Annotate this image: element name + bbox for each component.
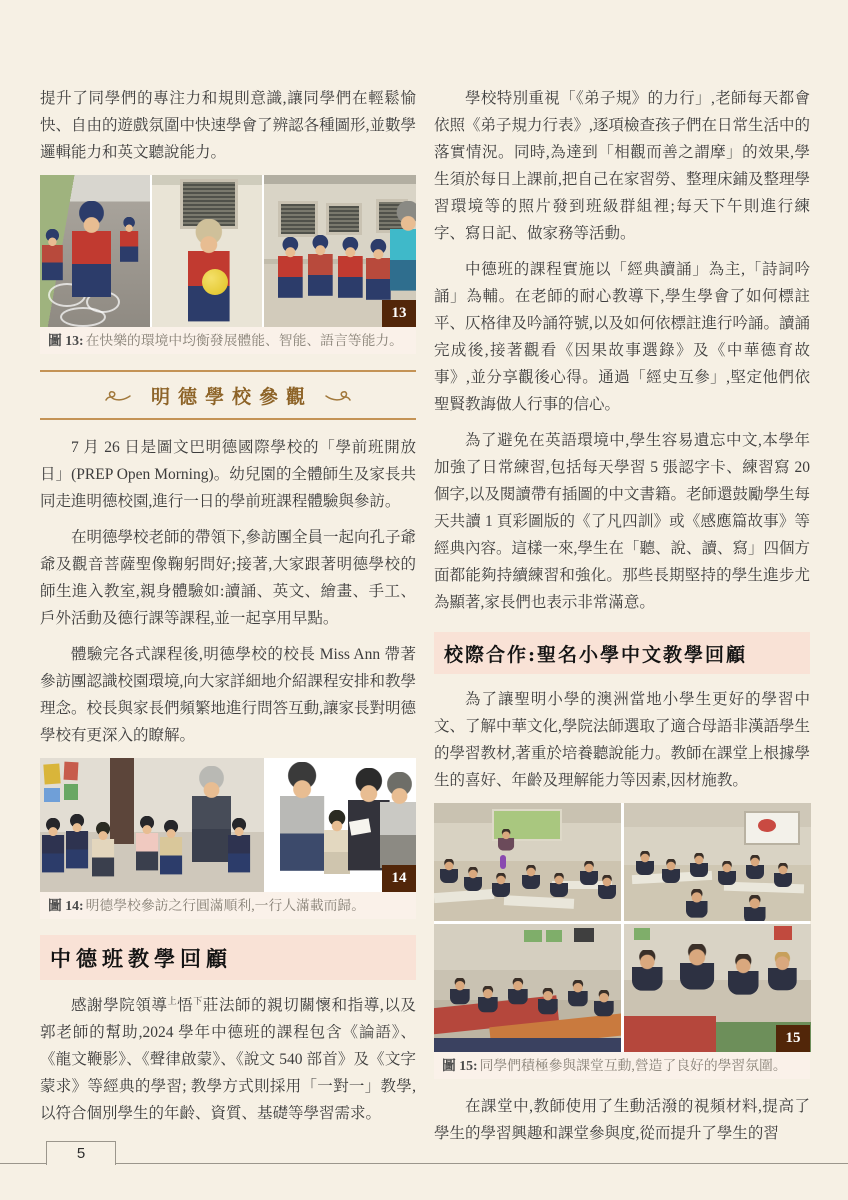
- bin-shape: [634, 928, 650, 940]
- poster-shape: [64, 762, 79, 781]
- paragraph: 在課堂中,教師使用了生動活潑的視頻材料,提高了學生的學習興趣和課堂參與度,從而提升了學生的習: [434, 1098, 810, 1142]
- mat-shape: [624, 1016, 716, 1052]
- flourish-icon: [105, 389, 131, 403]
- paragraph: 中德班的課程實施以「經典讀誦」為主,「詩詞吟誦」為輔。在老師的耐心教導下,學生學會了如何標註平、仄格律及吟誦符號,以及如何依標註進行吟誦。讀誦完成後,接著觀看《因果故事選錄》及《中華德育故事》,並分享觀後心得。通過「經史互參」,堅定他們依聖賢教誨做人行事的信心。: [434, 261, 810, 413]
- student-figure: [580, 861, 598, 885]
- photo-panel-classroom: [40, 758, 264, 892]
- child-figure: [324, 810, 350, 874]
- mat-shape: [434, 1038, 621, 1052]
- student-figure: [550, 873, 568, 897]
- student-figure: [718, 861, 736, 885]
- honorific-mark: 下: [193, 995, 203, 1006]
- child-figure: [308, 235, 333, 296]
- figure-13-caption: 圖 13: 在快樂的環境中均衡發展體能、智能、語言等能力。: [40, 327, 416, 354]
- yellow-ball: [202, 269, 228, 295]
- poster-shape: [43, 763, 60, 784]
- student-figure: [662, 859, 680, 883]
- window-shape: [326, 203, 362, 235]
- paragraph: 為了讓聖明小學的澳洲當地小學生更好的學習中文、了解中華文化,學院法師選取了適合母語非漢語學生的學習教材,著重於培養聽說能力。教師在課堂上根據學生的喜好、年齡及理解能力等因素,因材施教。: [434, 691, 810, 789]
- desk-shape: [434, 889, 494, 903]
- bin-shape: [574, 928, 594, 942]
- student-figure: [686, 889, 708, 918]
- student-figure: [744, 895, 766, 921]
- figure-number-badge: 15: [776, 1025, 810, 1052]
- figure-14-caption: 圖 14: 明德學校參訪之行圓滿順利,一行人滿載而歸。: [40, 892, 416, 919]
- paragraph: 為了避免在英語環境中,學生容易遺忘中文,本學年加強了日常練習,包括每天學習 5 張認字卡、練習寫 20 個字,以及閱讀帶有插圖的中文書籍。老師還鼓勵學生每天共讀 1 頁彩圖版的《了凡四訓》或《感應篇故事》等經典內容。這樣一來,學生在「聽、說、讀、寫」四個方面都能夠持續練習和強化。那些長期堅持的學生進步尤為顯著,家長們也表示非常滿意。: [434, 432, 810, 611]
- paragraph: 體驗完各式課程後,明德學校的校長 Miss Ann 帶著參訪團認識校園環境,向大家詳細地介紹課程安排和教學理念。校長與家長們頻繁地進行問答互動,讓家長對明德學校有更深入的瞭解。: [40, 646, 416, 744]
- figure-13-photo: [40, 175, 416, 327]
- bin-shape: [524, 930, 542, 942]
- page-number: 5: [46, 1141, 116, 1165]
- photo-panel-ball: [152, 175, 262, 327]
- student-figure: [746, 855, 764, 879]
- desk-shape: [724, 882, 804, 894]
- child-figure: [42, 229, 63, 280]
- child-figure: [72, 201, 111, 297]
- student-figure: [478, 986, 498, 1012]
- footer-rule: [0, 1163, 848, 1164]
- paragraph: 在明德學校老師的帶領下,參訪團全員一起向孔子爺爺及觀音菩薩聖像鞠躬問好;接著,大家跟著明德學校的師生進入教室,親身體驗如:讀誦、英文、繪畫、手工、戶外活動及德行課等課程,並一起享用早點。: [40, 529, 416, 627]
- photo-panel-playground: [40, 175, 150, 327]
- honorific-mark: 上: [167, 995, 178, 1006]
- figure-number-badge: 13: [382, 300, 416, 327]
- bottle-shape: [500, 855, 506, 869]
- adult-figure: [380, 772, 416, 868]
- student-figure: [594, 990, 614, 1016]
- photo-panel-greenboard: [434, 803, 621, 921]
- poster-shape: [44, 788, 60, 802]
- child-figure: [366, 239, 391, 300]
- child-figure: [228, 818, 250, 872]
- poster-shape: [64, 784, 78, 800]
- student-figure: [768, 952, 797, 990]
- paragraph: 感謝學院領導$^上$悟$^下$莊法師的親切關懷和指導,以及郭老師的幫助,2024 學年中德班的課程包含《論語》、《龍文鞭影》、《聲律啟蒙》、《說文 540 部首》及《文字蒙求》等經典的學習; 教學方式則採用「一對一」教學,以符合個別學生的年齡、資質、基礎等學習需求。: [40, 995, 416, 1122]
- figure-number-badge: 14: [382, 865, 416, 892]
- figure-14: [40, 758, 416, 919]
- student-figure: [598, 875, 616, 899]
- child-figure: [338, 237, 363, 298]
- child-figure: [66, 814, 88, 868]
- student-figure: [774, 863, 792, 887]
- figure-14-photo: [40, 758, 416, 892]
- student-figure: [464, 867, 482, 891]
- student-figure: [440, 859, 458, 883]
- right-column: [434, 85, 810, 1156]
- section-divider-heading: [40, 370, 416, 420]
- student-figure: [492, 873, 510, 897]
- student-figure: [538, 988, 558, 1014]
- chalk-circle: [60, 307, 106, 327]
- student-figure: [680, 944, 714, 990]
- student-figure: [728, 954, 759, 995]
- window-shape: [278, 201, 318, 237]
- adult-figure: [280, 762, 324, 871]
- figure-15: [434, 803, 810, 1079]
- teacher-figure: [192, 766, 231, 862]
- paragraph: 學校特別重視「《弟子規》的力行」,老師每天都會依照《弟子規力行表》,逐項檢查孩子們在日常生活中的落實情況。同時,為達到「相觀而善之謂摩」的效果,學生須於每日上課前,把自己在家習勞、整理床鋪及整理學習環境等的照片發到班級群組裡;每天下午則進行練字、寫日記、做家務等活動。: [434, 90, 810, 242]
- student-figure: [636, 851, 654, 875]
- teacher-figure: [390, 201, 416, 291]
- figure-15-caption: 圖 15: 同學們積極參與課堂互動,營造了良好的學習氛圍。: [434, 1052, 810, 1079]
- paragraph-intro: 提升了同學們的專注力和規則意識,讓同學們在輕鬆愉快、自由的遊戲氛圍中快速學會了辨認各種圖形,並數學邏輯能力和英文聽說能力。: [40, 90, 416, 161]
- screen-graphic: [758, 819, 776, 832]
- figure-label: 圖 14:: [48, 898, 84, 913]
- heading-school-cooperation: 校際合作:聖名小學中文教學回顧: [434, 632, 810, 674]
- child-figure: [42, 818, 64, 872]
- paragraph: 7 月 26 日是圖文巴明德國際學校的「學前班開放日」(PREP Open Morning)。幼兒園的全體師生及家長共同走進明德校園,進行一日的學前班課程體驗與參訪。: [40, 439, 416, 510]
- figure-15-photo: [434, 803, 810, 1052]
- child-figure: [92, 822, 114, 876]
- flourish-icon: [325, 389, 351, 403]
- student-figure: [508, 978, 528, 1004]
- section-heading-mingde: 明德學校參觀: [150, 386, 313, 408]
- bin-shape: [774, 926, 792, 940]
- desk-shape: [504, 895, 574, 909]
- figure-label: 圖 15:: [442, 1058, 478, 1073]
- bin-shape: [546, 930, 562, 942]
- student-figure: [522, 865, 540, 889]
- heading-zhongde-class: 中德班教學回顧: [40, 935, 416, 980]
- figure-label: 圖 13:: [48, 333, 84, 348]
- figure-13: [40, 175, 416, 354]
- student-figure: [450, 978, 470, 1004]
- teacher-figure: [498, 829, 514, 851]
- child-figure: [136, 816, 158, 870]
- student-figure: [632, 950, 663, 991]
- student-figure: [568, 980, 588, 1006]
- photo-panel-mats: [434, 924, 621, 1052]
- child-figure: [160, 820, 182, 874]
- child-figure: [278, 237, 303, 298]
- child-figure: [120, 217, 138, 262]
- photo-panel-screen: [624, 803, 811, 921]
- student-figure: [690, 853, 708, 877]
- left-column: [40, 85, 416, 1136]
